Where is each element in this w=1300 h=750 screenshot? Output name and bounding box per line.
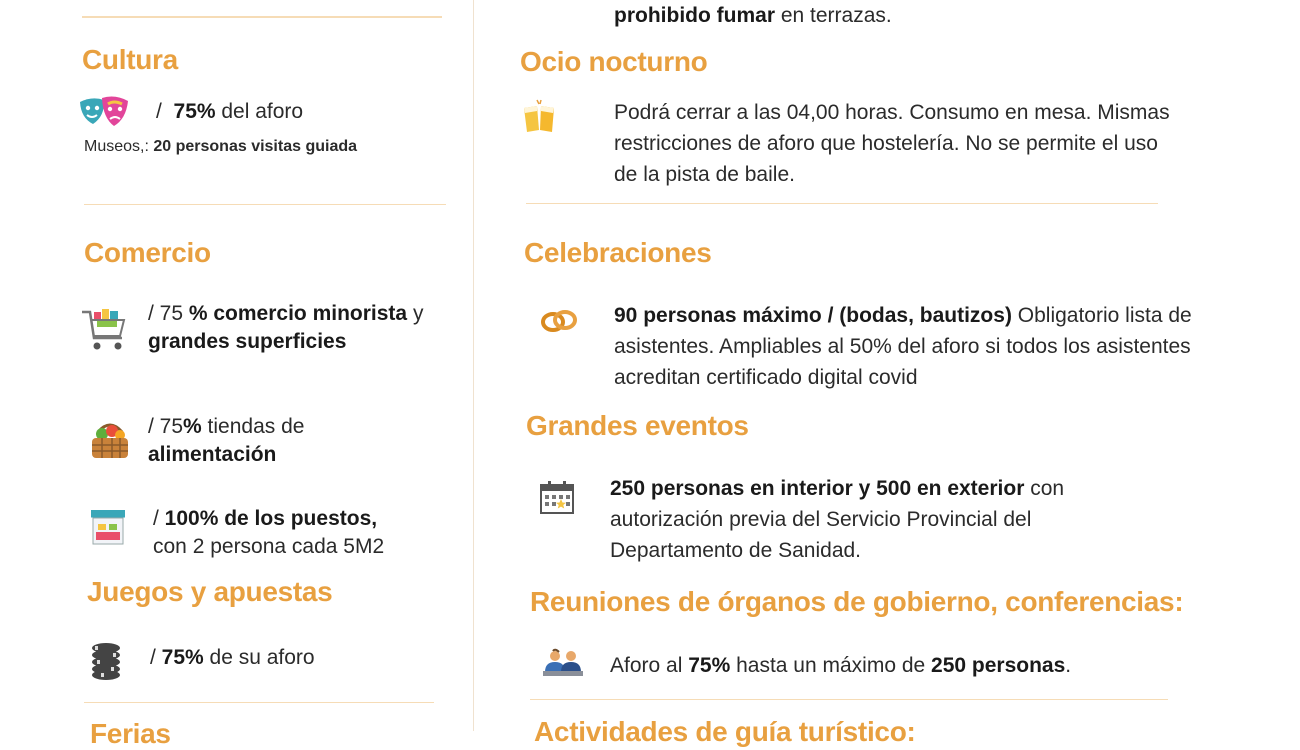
celebraciones-text: 90 personas máximo / (bodas, bautizos) Obligatorio lista de asistentes. Ampliables al 50% del aforo si todos los asistentes acreditan certificado digital covid — [614, 304, 1192, 389]
shopping-cart-icon — [80, 306, 128, 354]
comercio-minorista-text: / 75 % comercio minorista y grandes superficies — [148, 302, 424, 353]
cultura-aforo-text: / 75% del aforo — [156, 100, 304, 123]
section-title-juegos: Juegos y apuestas — [87, 576, 333, 607]
divider-juegos — [84, 702, 434, 703]
section-title-comercio: Comercio — [84, 237, 211, 268]
section-title-ocio-nocturno: Ocio nocturno — [520, 46, 708, 77]
meeting-people-icon — [543, 648, 583, 678]
section-title-reuniones: Reuniones de órganos de gobierno, conferencias: — [530, 586, 1184, 617]
divider-reuniones — [530, 699, 1168, 700]
museos-text: Museos,: 20 personas visitas guiada — [84, 138, 358, 155]
comercio-puestos-text: / 100% de los puestos, con 2 persona cada 5M2 — [153, 507, 385, 558]
divider-top-left — [82, 16, 442, 18]
column-separator — [473, 0, 474, 731]
beer-mugs-icon — [520, 98, 560, 138]
section-title-grandes-eventos: Grandes eventos — [526, 410, 749, 441]
market-stall-icon — [88, 508, 128, 548]
divider-ocio — [526, 203, 1158, 204]
terrazas-text: prohibido fumar en terrazas. — [614, 4, 892, 27]
section-title-guia-turistico: Actividades de guía turístico: — [534, 716, 916, 747]
section-title-ferias: Ferias — [90, 718, 171, 749]
wedding-rings-icon — [539, 306, 579, 336]
food-basket-icon — [88, 418, 132, 462]
section-title-celebraciones: Celebraciones — [524, 237, 712, 268]
reuniones-text: Aforo al 75% hasta un máximo de 250 personas. — [610, 654, 1072, 677]
comercio-alimentacion-text: / 75% tiendas de alimentación — [148, 415, 305, 466]
juegos-aforo-text: / 75% de su aforo — [150, 646, 315, 669]
ocio-text: Podrá cerrar a las 04,00 horas. Consumo en mesa. Mismas restricciones de aforo que hostelería. No se permite el uso de la pista de baile. — [614, 101, 1170, 186]
section-title-cultura: Cultura — [82, 44, 178, 75]
theater-masks-icon — [78, 94, 132, 130]
divider-cultura — [84, 204, 446, 205]
casino-chips-icon — [89, 640, 123, 680]
calendar-icon — [539, 480, 575, 516]
grandes-eventos-text: 250 personas en interior y 500 en exterior con autorización previa del Servicio Provincial del Departamento de Sanidad. — [610, 477, 1065, 562]
